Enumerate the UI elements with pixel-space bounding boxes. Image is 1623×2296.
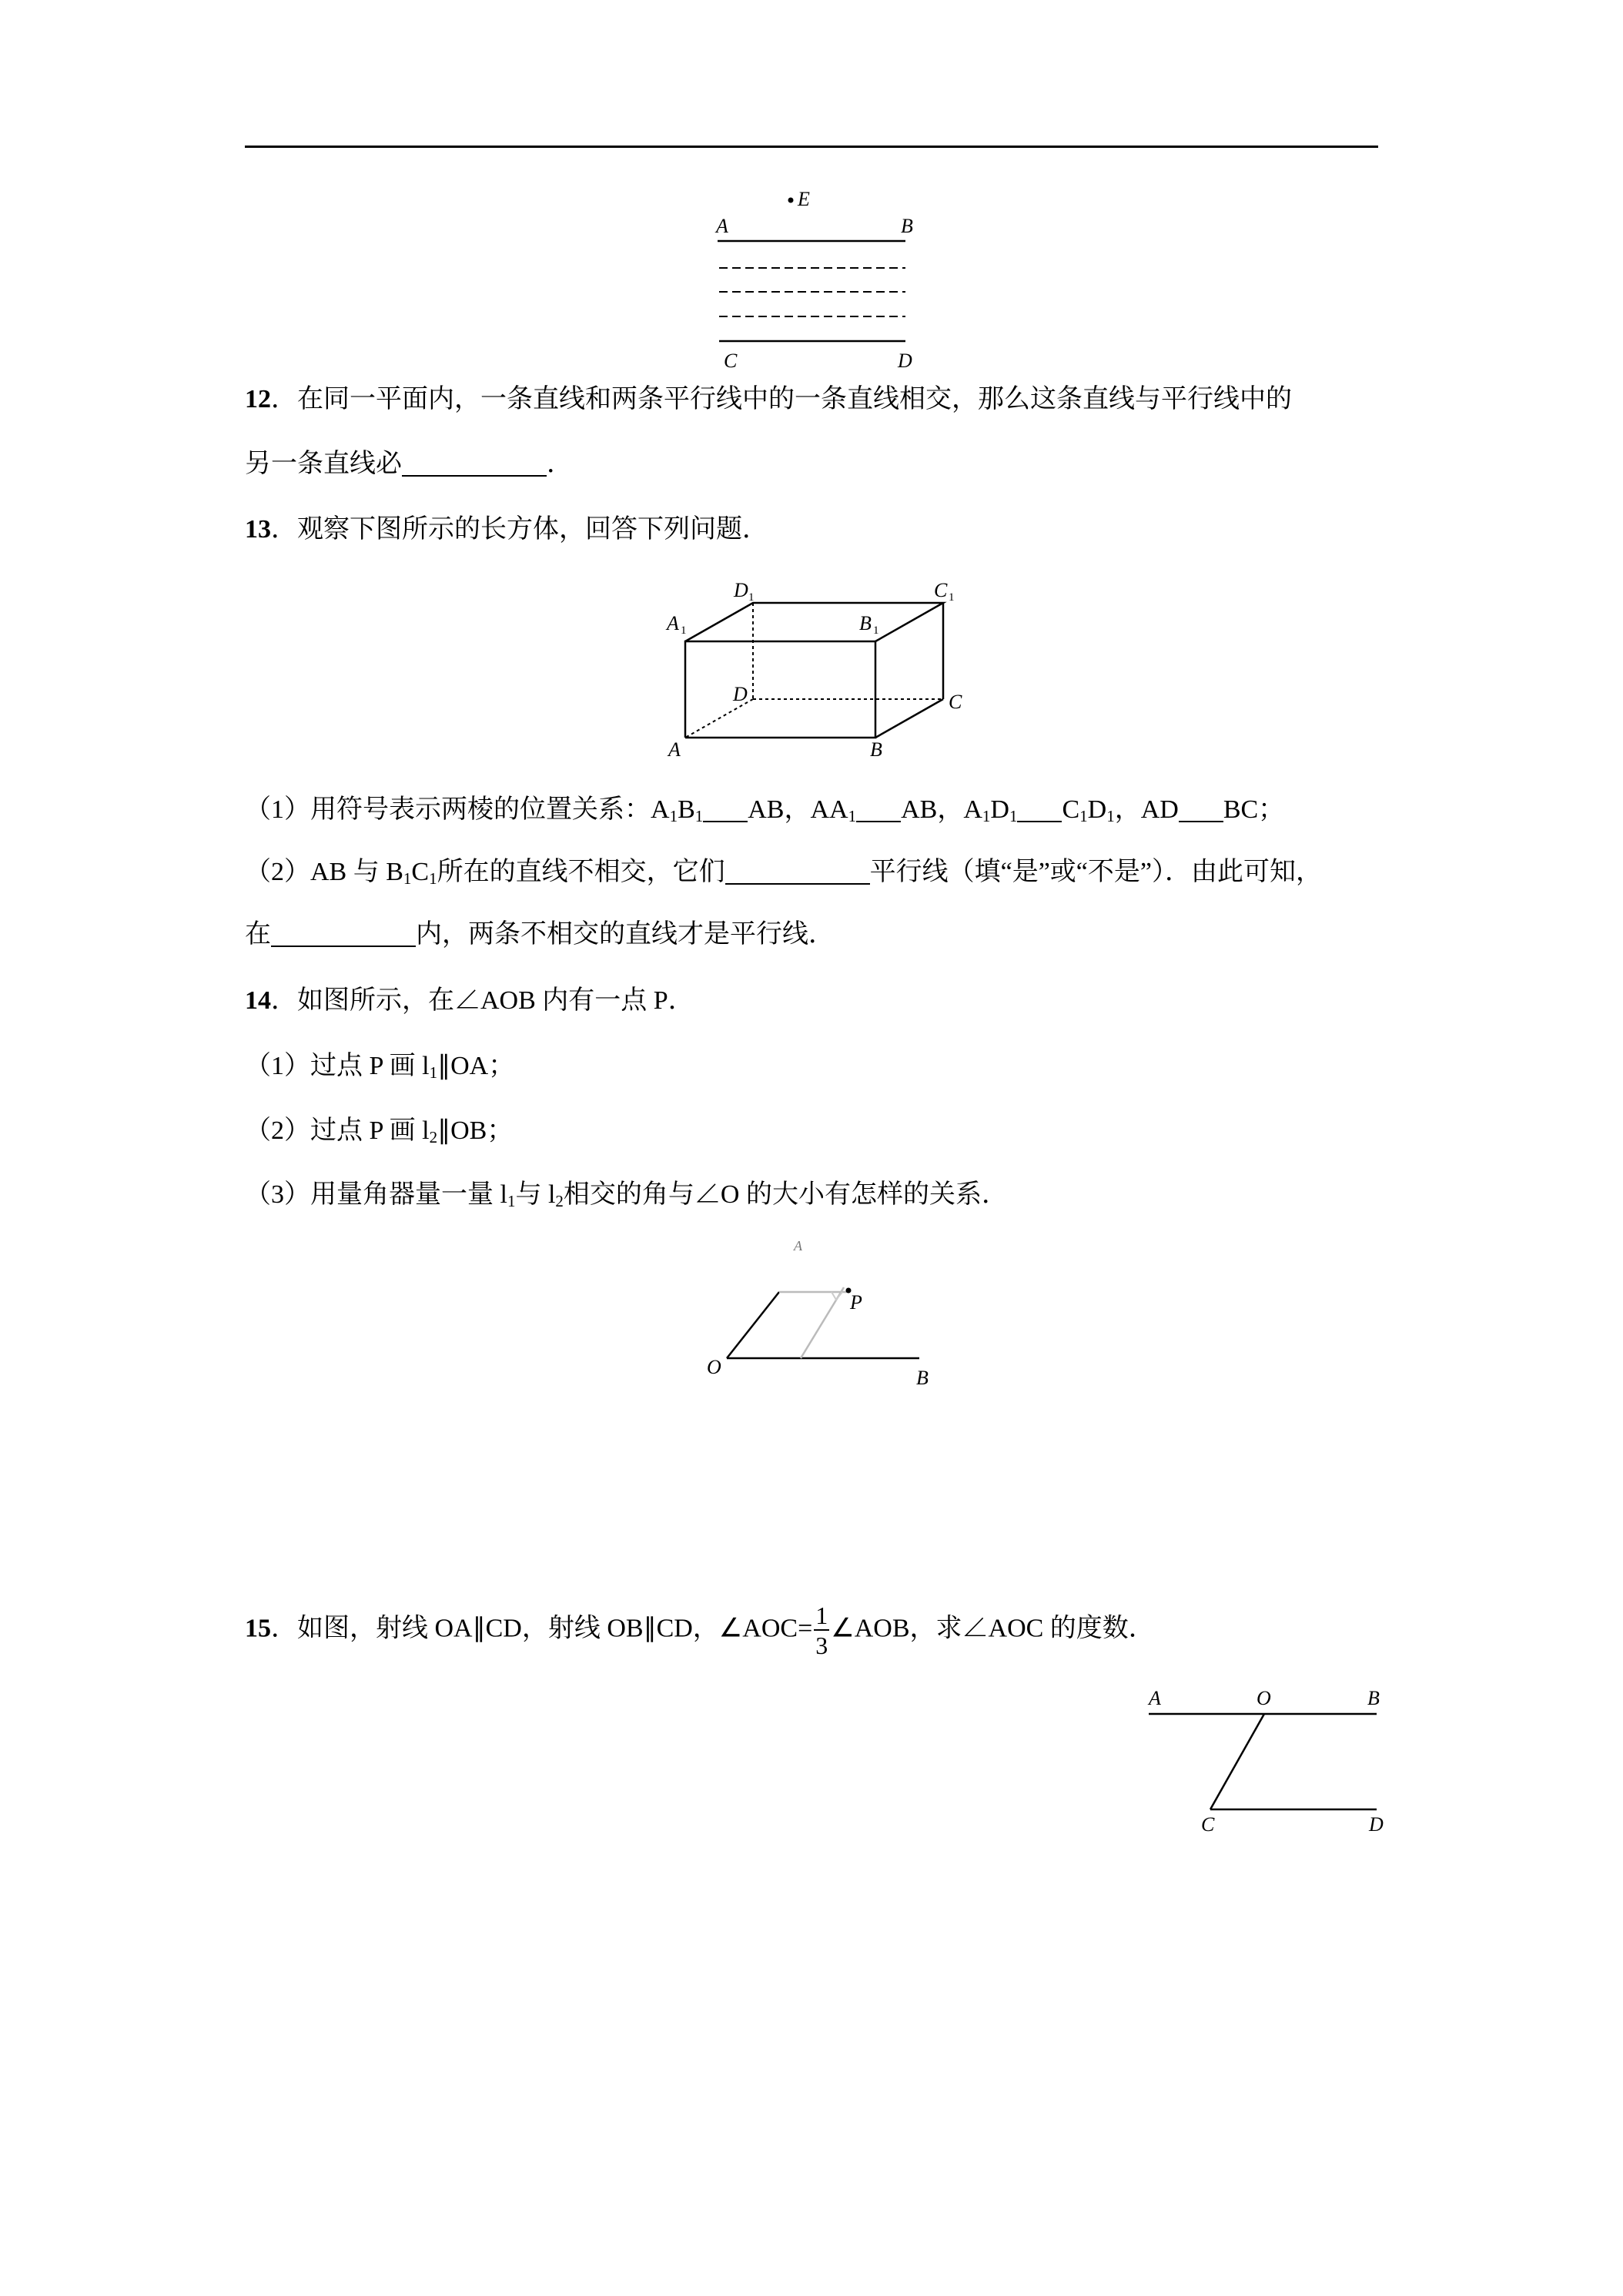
front-face <box>685 641 875 738</box>
label-a1: A <box>667 612 679 634</box>
q14-number: 14 <box>245 986 271 1015</box>
q13-blank-2[interactable] <box>856 795 901 822</box>
label-a: A <box>716 215 728 237</box>
figure-rays-oa-ob-cd <box>1139 1678 1394 1836</box>
q13-blank-4[interactable] <box>1179 795 1223 822</box>
svg-text:1: 1 <box>949 591 955 604</box>
q14-step-2: （2）过点 P 画 $l_2\parallel OB$； <box>245 1116 514 1146</box>
label-o: O <box>1257 1687 1271 1709</box>
q15-number: 15 <box>245 1614 271 1643</box>
q12-text-2: 另一条直线必 <box>245 448 402 479</box>
q13-part1: （1）用符号表示两棱的位置关系：$A_1B_1$ AB，$AA_1$ AB，$A_1D_1$ $C_1D_1$，AD BC； <box>245 795 1285 825</box>
figure-angle-aob <box>693 1232 947 1389</box>
label-o: O <box>707 1356 721 1378</box>
header-rule <box>245 146 1378 148</box>
q13-line-1 <box>245 514 768 546</box>
svg-text:1: 1 <box>681 624 687 637</box>
label-c: C <box>1201 1813 1215 1836</box>
q13-blank-1[interactable] <box>703 795 748 822</box>
q13-blank-6[interactable] <box>271 919 416 947</box>
segment-oc <box>1210 1714 1264 1809</box>
label-b: B <box>870 738 882 761</box>
label-b: B <box>901 215 913 237</box>
q12-text-1: ．在同一平面内，一条直线和两条平行线中的一条直线相交，那么这条直线与平行线中的 <box>271 383 1292 414</box>
q12-text-3: ． <box>547 448 573 479</box>
label-d: D <box>1369 1813 1384 1836</box>
label-b1: B <box>859 612 872 634</box>
q12-answer-blank[interactable] <box>402 449 547 477</box>
label-d1: D <box>734 579 748 601</box>
q13-blank-5[interactable] <box>725 857 870 885</box>
q12-line-1 <box>245 383 1292 416</box>
q15-line: 15．如图，射线 OA∥CD，射线 OB∥CD，∠AOC= $\frac{1}{3}$ ∠AOB，求∠AOC 的度数． <box>245 1602 1155 1659</box>
label-a: A <box>794 1238 802 1253</box>
label-e: E <box>798 188 810 210</box>
label-d: D <box>898 350 912 372</box>
label-c: C <box>724 350 738 372</box>
label-b: B <box>1367 1687 1380 1709</box>
label-a: A <box>1149 1687 1161 1709</box>
point-e <box>788 198 794 203</box>
q14-line-1: 14．如图所示，在∠AOB 内有一点 P． <box>245 986 694 1015</box>
label-c: C <box>949 691 962 713</box>
fraction-one-third: $\frac{1}{3}$ <box>815 1602 828 1659</box>
figure-cuboid <box>662 577 986 762</box>
ray-oa <box>727 1292 779 1358</box>
angle-mark <box>832 1292 842 1300</box>
q14-step-3: （3）用量角器量一量 $l_1$与 $l_2$相交的角与∠O 的大小有怎样的关系． <box>245 1180 1008 1210</box>
svg-text:1: 1 <box>873 624 879 637</box>
label-p: P <box>850 1291 862 1314</box>
svg-text:1: 1 <box>748 591 755 604</box>
label-d: D <box>733 683 748 705</box>
edge-bc <box>875 699 943 738</box>
q14-step-1: （1）过点 P 画 $l_1\parallel OA$； <box>245 1052 515 1082</box>
q12-line-2 <box>245 448 573 480</box>
figure-parallel-lines <box>708 189 939 373</box>
q13-text: ．观察下图所示的长方体，回答下列问题． <box>271 514 768 544</box>
top-face <box>685 603 943 641</box>
q13-blank-3[interactable] <box>1017 795 1062 822</box>
label-b: B <box>916 1367 929 1389</box>
q13-part2-line1: （2）AB 与 $B_1C_1$所在的直线不相交，它们 平行线（填“是”或“不是”）．由此可知， <box>245 858 1322 888</box>
q13-part2-line2: 在 内，两条不相交的直线才是平行线． <box>245 920 835 949</box>
q13-number: 13 <box>245 515 271 544</box>
label-a: A <box>668 738 681 761</box>
label-c1: C <box>934 579 948 601</box>
q12-number: 12 <box>245 385 271 413</box>
